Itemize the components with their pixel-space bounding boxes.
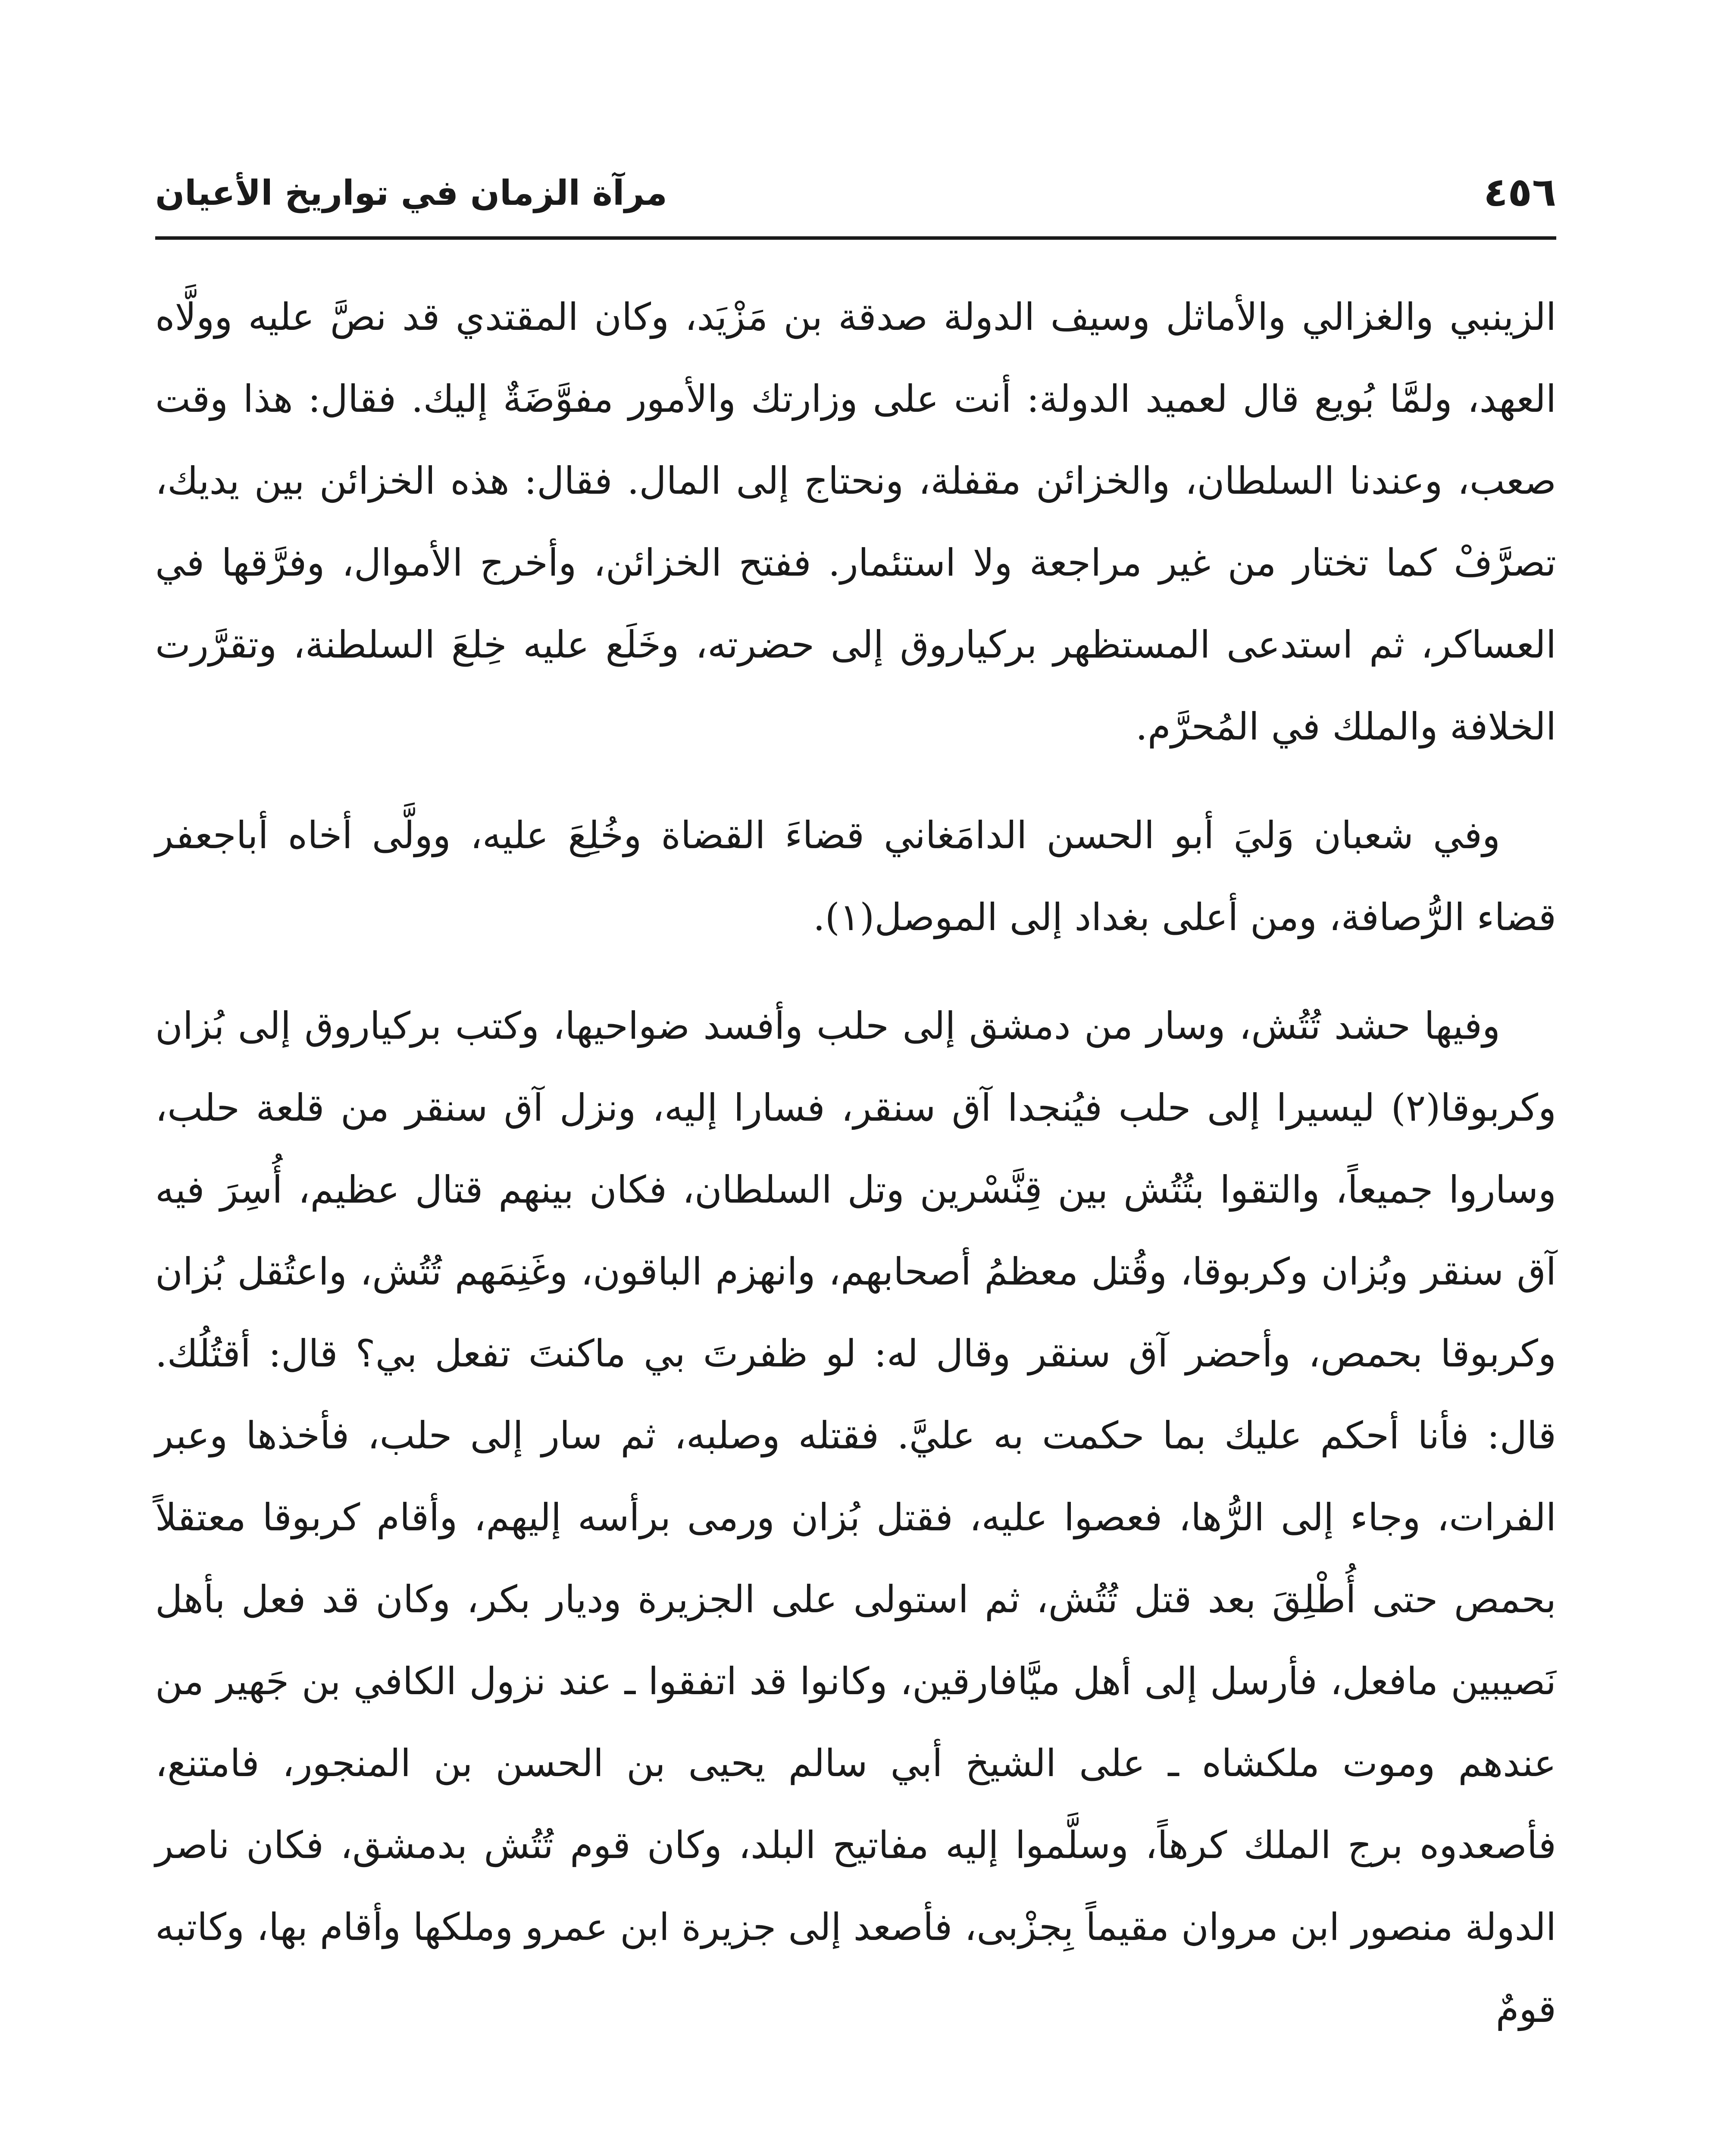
paragraph: الزينبي والغزالي والأماثل وسيف الدولة صدقة بن مَزْيَد، وكان المقتدي قد نصَّ عليه وولَّاه العهد، ولمَّا بُويع قال لعميد الدولة: أنت على وزارتك والأمور مفوَّضَةٌ إليك. فقال: هذا وقت صعب، وعندنا السلطان، والخزائن مقفلة، ونحتاج إلى المال. فقال: هذه الخزائن بين يديك، تصرَّفْ كما تختار من غير مراجعة ولا استئمار. ففتح الخزائن، وأخرج الأموال، وفرَّقها في العساكر، ثم استدعى المستظهر بركياروق إلى حضرته، وخَلَع عليه خِلعَ السلطنة، وتقرَّرت الخلافة والملك في المُحرَّم.: [155, 295, 1556, 749]
main-text: [155, 276, 1556, 2050]
paragraph: وفي شعبان وَليَ أبو الحسن الدامَغاني قضاءَ القضاة وخُلِعَ عليه، وولَّى أخاه أباجعفر قضاء الرُّصافة، ومن أعلى بغداد إلى الموصل(١).: [155, 813, 1556, 939]
page-number: ٤٥٦: [1483, 169, 1556, 215]
page-header: [155, 164, 1556, 237]
header-divider: [155, 236, 1556, 240]
running-title: مرآة الزمان في تواريخ الأعيان: [155, 173, 667, 213]
paragraph: وفيها حشد تُتُش، وسار من دمشق إلى حلب وأفسد ضواحيها، وكتب بركياروق إلى بُزان وكربوقا(٢) ليسيرا إلى حلب فيُنجدا آق سنقر، فسارا إليه، ونزل آق سنقر من قلعة حلب، وساروا جميعاً، والتقوا بتُتُش بين قِنَّسْرين وتل السلطان، فكان بينهم قتال عظيم، أُسِرَ فيه آق سنقر وبُزان وكربوقا، وقُتل معظمُ أصحابهم، وانهزم الباقون، وغَنِمَهم تُتُش، واعتُقل بُزان وكربوقا بحمص، وأحضر آق سنقر وقال له: لو ظفرتَ بي ماكنتَ تفعل بي؟ قال: أقتُلُك. قال: فأنا أحكم عليك بما حكمت به عليَّ. فقتله وصلبه، ثم سار إلى حلب، فأخذها وعبر الفرات، وجاء إلى الرُّها، فعصوا عليه، فقتل بُزان ورمى برأسه إليهم، وأقام كربوقا معتقلاً بحمص حتى أُطْلِقَ بعد قتل تُتُش، ثم استولى على الجزيرة وديار بكر، وكان قد فعل بأهل نَصيبين مافعل، فأرسل إلى أهل ميَّافارقين، وكانوا قد اتفقوا ـ عند نزول الكافي بن جَهير من عندهم وموت ملكشاه ـ على الشيخ أبي سالم يحيى بن الحسن بن المنجور، فامتنع، فأصعدوه برج الملك كرهاً، وسلَّموا إليه مفاتيح البلد، وكان قوم تُتُش بدمشق، فكان ناصر الدولة منصور ابن مروان مقيماً بِجزْبى، فأصعد إلى جزيرة ابن عمرو وملكها وأقام بها، وكاتبه قومٌ: [155, 1004, 1556, 2031]
